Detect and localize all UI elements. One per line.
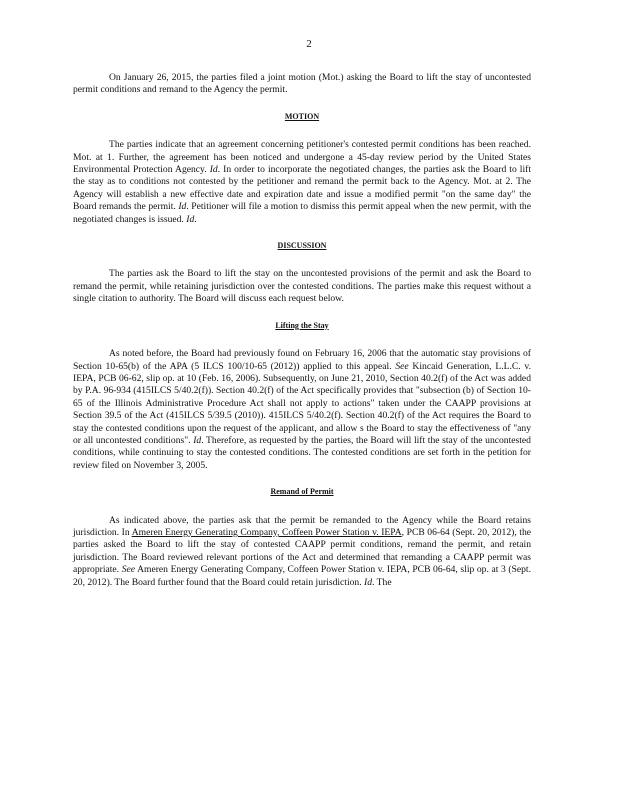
remand-paragraph: As indicated above, the parties ask that the permit be remanded to the Agency while the Board retains jurisdiction. In Ameren Energy Generating Company, Coffeen Power Station v. IEPA, PCB 06-64 (Sept. 20, 2012), the parties asked the Board to lift the stay of contested CAAPP permit conditions, remand the permit, and retain jurisdiction. The Board reviewed relevant portions of the Act and determined that remanding a CAAPP permit was appropriate. See Ameren Energy Generating Company, Coffeen Power Station v. IEPA, PCB 06-64, slip op. at 3 (Sept. 20, 2012). The Board further found that the Board could retain jurisdiction. Id. The (73, 514, 532, 588)
lifting-stay-heading: Lifting the Stay (275, 320, 329, 330)
document-body (73, 72, 531, 603)
motion-paragraph: The parties indicate that an agreement concerning petitioner's contested permit conditions has been reached. Mot. at 1. Further, the agreement has been noticed and undergone a 45-day review period by the United States Environmental Protection Agency. Id. In order to incorporate the negotiated changes, the parties ask the Board to lift the stay as to conditions not contested by the petitioner and remand the permit back to the Agency. Mot. at 2. The Agency will establish a new effective date and expiration date and issue a modified permit "on the same day" the Board remands the permit. Id. Petitioner will file a motion to dismiss this permit appeal when the new permit, with the negotiated changes is issued. Id. (73, 139, 532, 225)
intro-paragraph: On January 26, 2015, the parties filed a joint motion (Mot.) asking the Board to lift the stay of uncontested permit conditions and remand to the Agency the permit. (73, 72, 531, 96)
id-citation: Id (178, 201, 187, 213)
discussion-paragraph: The parties ask the Board to lift the stay on the uncontested provisions of the permit and ask the Board to remand the permit, while retaining jurisdiction over the contested conditions. The parties make this request without a single citation to authority. The Board will discuss each request below. (73, 268, 531, 305)
id-citation: Id (364, 576, 373, 588)
motion-heading: MOTION (284, 111, 320, 121)
discussion-heading: DISCUSSION (277, 241, 327, 251)
page-number: 2 (306, 38, 312, 50)
id-citation: Id (193, 434, 202, 446)
id-citation: Id (186, 213, 195, 225)
see-signal: See (121, 564, 136, 576)
id-citation: Id (209, 164, 218, 176)
lifting-stay-paragraph: As noted before, the Board had previously found on February 16, 2006 that the automatic stay provisions of Section 10-65(b) of the APA (5 ILCS 100/10-65 (2012)) applied to this appeal. See Kincaid Generation, L.L.C. v. IEPA, PCB 06-62, slip op. at 10 (Feb. 16, 2006). Subsequently, on June 21, 2010, Section 40.2(f) of the Act was added by P.A. 96-934 (415ILCS 5/40.2(f)). Section 40.2(f) of the Act specifically provides that "subsection (b) of Section 10-65 of the Illinois Administrative Procedure Act shall not apply to actions" taken under the CAAPP provisions at Section 39.5 of the Act (415ILCS 5/39.5 (2010)). 415ILCS 5/40.2(f). Section 40.2(f) of the Act requires the Board to stay the contested conditions upon the request of the applicant, and allow s the Board to stay the effectiveness of "any or all uncontested conditions". Id. Therefore, as requested by the parties, the Board will lift the stay of the uncontested conditions, while continuing to stay the contested conditions. The contested conditions are set forth in the petition for review filed on November 3, 2005. (73, 348, 532, 471)
see-signal: See (395, 360, 409, 372)
case-name: Ameren Energy Generating Company, Coffeen Power Station v. IEPA (131, 526, 402, 538)
remand-heading: Remand of Permit (270, 487, 334, 497)
